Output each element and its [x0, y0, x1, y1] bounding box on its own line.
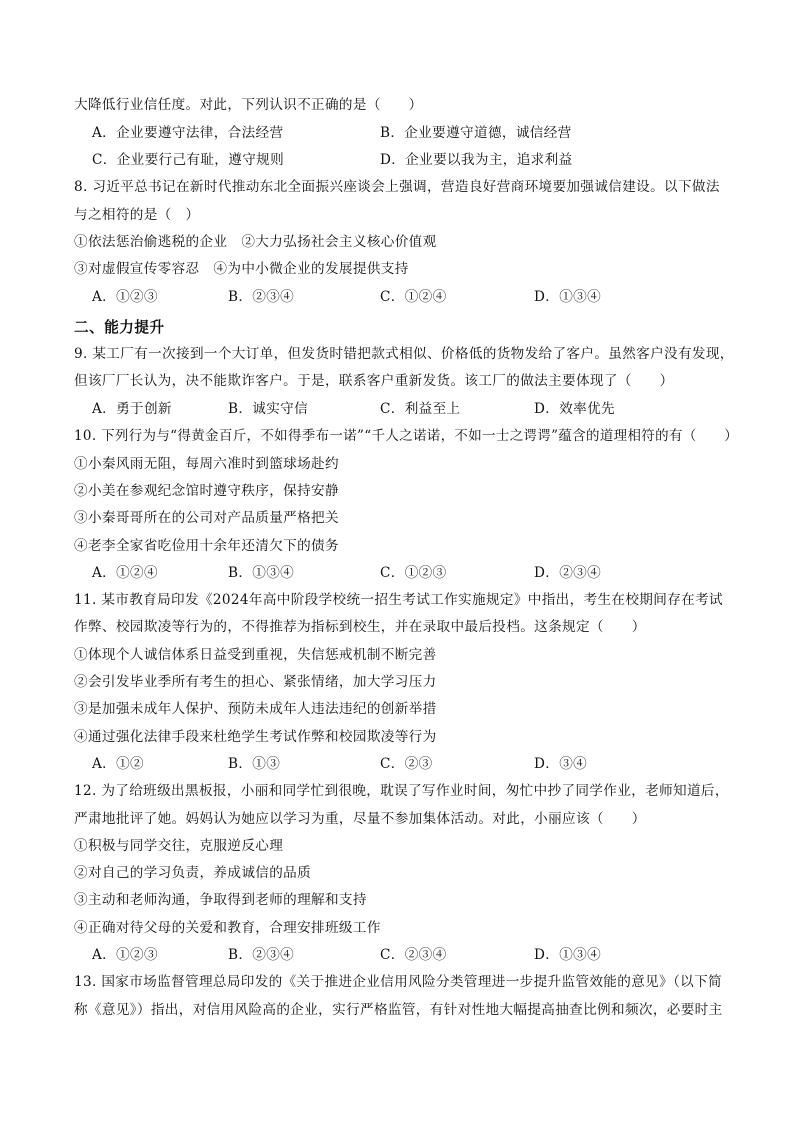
- q11-statement-2: ②会引发毕业季所有考生的担心、紧张情绪，加大学习压力: [74, 674, 437, 690]
- q12-option-b: B．②③④: [228, 947, 295, 963]
- q10-option-a: A．①②④: [92, 565, 158, 581]
- q7-option-a: A．企业要遵守法律，合法经营: [92, 125, 284, 141]
- q12-stem-line-1: 12. 为了给班级出黑板报，小丽和同学忙到很晚，耽误了写作业时间，匆忙中抄了同学作业，老师知道后，: [74, 783, 729, 799]
- q11-stem-line-1: 11. 某市教育局印发《2024年高中阶段学校统一招生考试工作实施规定》中指出，考生在校期间存在考试: [74, 592, 723, 608]
- q9-option-b: B．诚实守信: [228, 401, 309, 417]
- q8-stem-line-1: 8. 习近平总书记在新时代推动东北全面振兴座谈会上强调，营造良好营商环境要加强诚信建设。以下做法: [74, 179, 720, 195]
- q7-option-c: C．企业要行己有耻，遵守规则: [92, 152, 285, 168]
- q11-statement-1: ①体现个人诚信体系日益受到重视，失信惩戒机制不断完善: [74, 647, 437, 663]
- q9-option-c: C．利益至上: [380, 401, 461, 417]
- q12-statement-2: ②对自己的学习负责，养成诚信的品质: [74, 865, 312, 881]
- q7-option-d: D．企业要以我为主，追求利益: [380, 152, 573, 168]
- q7-option-b: B．企业要遵守道德，诚信经营: [380, 125, 572, 141]
- q12-statement-4: ④正确对待父母的关爱和教育，合理安排班级工作: [74, 920, 381, 936]
- q8-option-b: B．②③④: [228, 289, 295, 305]
- q8-option-d: D．①③④: [534, 289, 602, 305]
- q10-statement-3: ③小秦哥哥所在的公司对产品质量严格把关: [74, 510, 339, 526]
- q13-stem-line-2: 称《意见》）指出，对信用风险高的企业，实行严格监管，有针对性地大幅提高抽查比例和频次，必要时主: [74, 1002, 723, 1018]
- q10-statement-1: ①小秦风雨无阻，每周六准时到篮球场赴约: [74, 456, 339, 472]
- q7-stem-continuation: 大降低行业信任度。对此，下列认识不正确的是（ ）: [74, 97, 423, 113]
- q12-option-d: D．①③④: [534, 947, 602, 963]
- q12-option-c: C．②③④: [380, 947, 447, 963]
- q11-option-c: C．②③: [380, 756, 433, 772]
- q11-statement-3: ③是加强未成年人保护、预防未成年人违法违纪的创新举措: [74, 701, 437, 717]
- q9-option-a: A．勇于创新: [92, 401, 172, 417]
- q10-statement-2: ②小美在参观纪念馆时遵守秩序，保持安静: [74, 483, 339, 499]
- q10-statement-4: ④老李全家省吃俭用十余年还清欠下的债务: [74, 538, 339, 554]
- q11-option-b: B．①③: [228, 756, 281, 772]
- q8-option-c: C．①②④: [380, 289, 447, 305]
- q10-option-d: D．②③④: [534, 565, 602, 581]
- q12-statement-1: ①积极与同学交往，克服逆反心理: [74, 838, 284, 854]
- q9-stem-line-2: 但该厂厂长认为，决不能欺诈客户。于是，联系客户重新发货。该工厂的做法主要体现了（ ）: [74, 373, 674, 389]
- q11-option-a: A．①②: [92, 756, 144, 772]
- q11-statement-4: ④通过强化法律手段来杜绝学生考试作弊和校园欺凌等行为: [74, 729, 437, 745]
- q8-statement-3-4: ③对虚假宣传零容忍 ④为中小微企业的发展提供支持: [74, 261, 409, 277]
- q13-stem-line-1: 13. 国家市场监督管理总局印发的《关于推进企业信用风险分类管理进一步提升监管效能的意见》（以下简: [74, 974, 723, 990]
- q10-stem: 10. 下列行为与“得黄金百斤，不如得季布一诺”“千人之诺诺，不如一士之谔谔”蕴含的道理相符的有（ ）: [74, 428, 739, 444]
- q11-stem-line-2: 作弊、校园欺凌等行为的，不得推荐为指标到校生，并在录取中最后投档。这条规定（ ）: [74, 619, 646, 635]
- q10-option-c: C．①②③: [380, 565, 447, 581]
- q11-option-d: D．③④: [534, 756, 588, 772]
- q10-option-b: B．①③④: [228, 565, 295, 581]
- q8-stem-line-2: 与之相符的是（ ）: [74, 207, 200, 223]
- q12-option-a: A．①②③: [92, 947, 158, 963]
- section-heading: 二、能力提升: [74, 319, 165, 336]
- q9-stem-line-1: 9. 某工厂有一次接到一个大订单，但发货时错把款式相似、价格低的货物发给了客户。虽然客户没有发现，: [74, 346, 734, 362]
- q12-statement-3: ③主动和老师沟通，争取得到老师的理解和支持: [74, 892, 367, 908]
- q12-stem-line-2: 严肃地批评了她。妈妈认为她应以学习为重，尽量不参加集体活动。对此，小丽应该（ ）: [74, 811, 646, 827]
- q8-option-a: A．①②③: [92, 289, 158, 305]
- q8-statement-1-2: ①依法惩治偷逃税的企业 ②大力弘扬社会主义核心价值观: [74, 234, 437, 250]
- q9-option-d: D．效率优先: [534, 401, 615, 417]
